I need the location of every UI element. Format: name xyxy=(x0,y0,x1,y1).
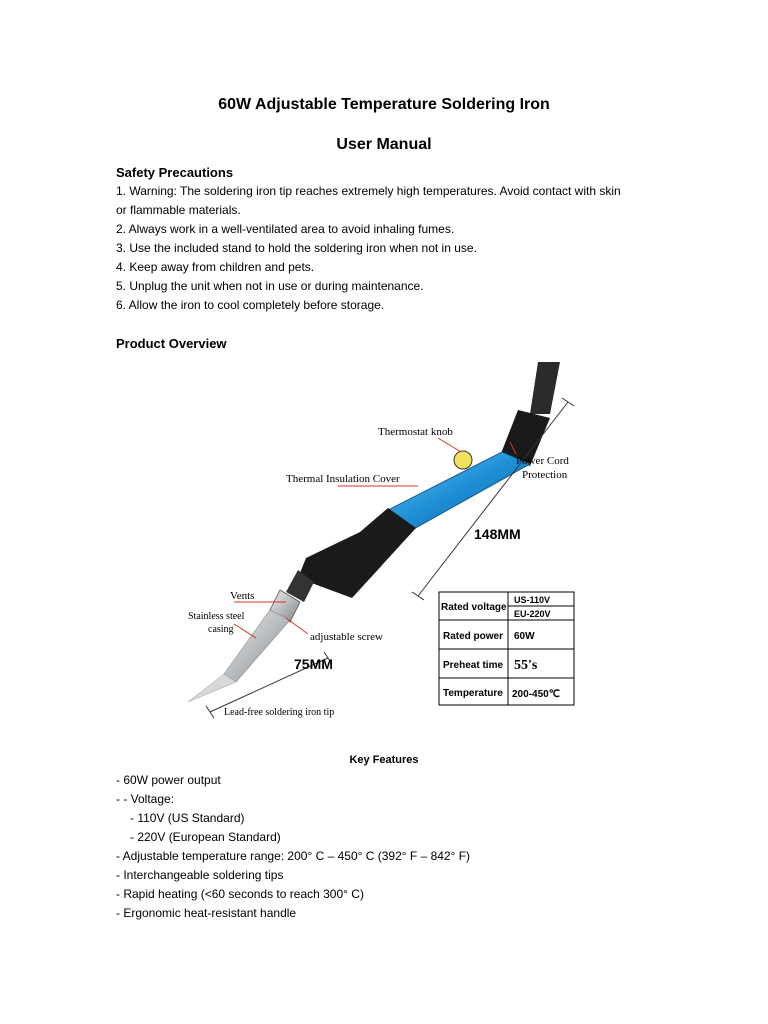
knob-text: 450℃ xyxy=(463,434,480,448)
features-list xyxy=(116,771,656,923)
spec-value: US-110V xyxy=(514,595,551,605)
product-diagram xyxy=(178,362,594,732)
spec-value: 200-450℃ xyxy=(512,689,560,700)
feature-item: - Ergonomic heat-resistant handle xyxy=(116,906,297,920)
label-vents: Vents xyxy=(230,590,255,602)
black-grip xyxy=(298,508,416,598)
safety-item: 5. Unplug the unit when not in use or during maintenance. xyxy=(116,279,424,293)
feature-item: - - Voltage: xyxy=(116,792,175,806)
overview-heading: Product Overview xyxy=(116,336,227,351)
label-power-cord-1: Power Cord xyxy=(516,455,569,467)
spec-value: 60W xyxy=(514,631,535,642)
feature-item: - 220V (European Standard) xyxy=(130,830,281,844)
feature-item: - 60W power output xyxy=(116,773,221,787)
spec-label: Temperature xyxy=(443,688,503,699)
label-tip: Lead-free soldering iron tip xyxy=(224,707,335,718)
feature-item: - Interchangeable soldering tips xyxy=(116,868,284,882)
safety-item: 4. Keep away from children and pets. xyxy=(116,260,315,274)
spec-table xyxy=(439,592,574,705)
power-cord xyxy=(530,362,560,414)
label-148mm: 148MM xyxy=(474,526,521,542)
safety-item: 2. Always work in a well-ventilated area to avoid inhaling fumes. xyxy=(116,222,455,236)
features-heading: Key Features xyxy=(349,754,419,766)
feature-item: - Adjustable temperature range: 200° C – 450° C (392° F – 842° F) xyxy=(116,849,471,863)
spec-label: Rated voltage xyxy=(441,602,507,613)
soldering-tip xyxy=(188,674,236,702)
thermostat-knob xyxy=(454,451,472,469)
safety-item: 1. Warning: The soldering iron tip reaches extremely high temperatures. Avoid contact with skin xyxy=(116,184,621,198)
safety-item: 3. Use the included stand to hold the soldering iron when not in use. xyxy=(116,241,477,255)
label-screw: adjustable screw xyxy=(310,631,383,643)
spec-label: Preheat time xyxy=(443,660,504,671)
document-title: 60W Adjustable Temperature Soldering Iron xyxy=(218,96,550,113)
label-75mm: 75MM xyxy=(294,656,333,672)
label-steel-1: Stainless steel xyxy=(188,611,245,622)
safety-list xyxy=(116,182,656,315)
document-subtitle: User Manual xyxy=(336,136,432,153)
feature-item: - Rapid heating (<60 seconds to reach 300° C) xyxy=(116,887,364,901)
safety-heading: Safety Precautions xyxy=(116,165,234,180)
spec-label: Rated power xyxy=(443,631,504,642)
label-insulation: Thermal Insulation Cover xyxy=(286,473,400,485)
safety-item: 6. Allow the iron to cool completely before storage. xyxy=(116,298,385,312)
safety-item: or flammable materials. xyxy=(116,203,241,217)
spec-value: 55's xyxy=(514,658,538,673)
label-power-cord-2: Protection xyxy=(522,469,568,481)
spec-value: EU-220V xyxy=(514,609,551,619)
label-steel-2: casing xyxy=(208,624,234,635)
label-thermostat: Thermostat knob xyxy=(378,426,453,438)
feature-item: - 110V (US Standard) xyxy=(130,811,245,825)
